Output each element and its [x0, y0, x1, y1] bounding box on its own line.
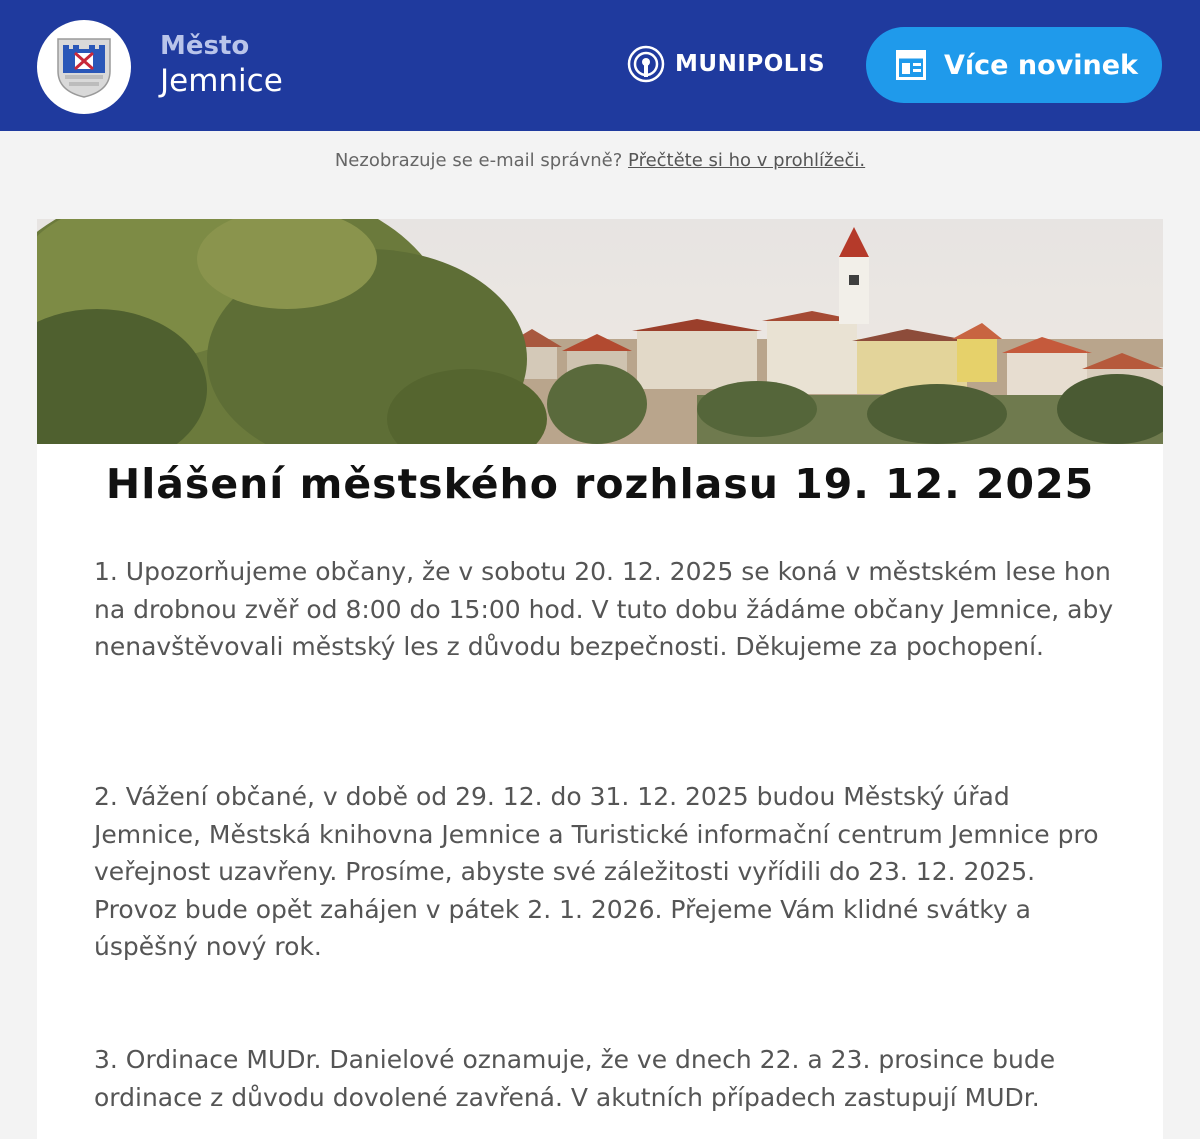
- view-in-browser-link[interactable]: Přečtěte si ho v prohlížeči.: [628, 150, 866, 171]
- view-in-browser-bar: [0, 150, 1200, 171]
- announcement-paragraph: 2. Vážení občané, v době od 29. 12. do 31. 12. 2025 budou Městský úřad Jemnice, Městská knihovna Jemnice a Turistické informační centrum Jemnice pro veřejnost uzavřeny. Prosíme, abyste své záležitosti vyřídili do 23. 12. 2025. Provoz bude opět zahájen v pátek 2. 1. 2026. Přejeme Vám klidné svátky a úspěšný nový rok.: [94, 782, 1099, 961]
- preheader-text: Nezobrazuje se e-mail správně?: [334, 150, 629, 171]
- broadcast-icon: [627, 45, 665, 83]
- more-news-label: Více novinek: [944, 49, 1138, 81]
- more-news-button[interactable]: [866, 27, 1162, 103]
- brand-name: [160, 30, 283, 100]
- munipolis-label: MUNIPOLIS: [675, 51, 826, 77]
- article-card: [37, 219, 1163, 1139]
- brand-line-1: Město: [160, 31, 250, 61]
- announcement-paragraph: 3. Ordinace MUDr. Danielové oznamuje, že ve dnech 22. a 23. prosince bude ordinace z důvodu dovolené zavřená. V akutních případech zastupují MUDr.: [94, 1045, 1056, 1112]
- city-logo[interactable]: [37, 20, 131, 114]
- brand-line-2: Jemnice: [160, 63, 283, 99]
- city-coat-of-arms-icon: [55, 35, 113, 99]
- hero-image: [37, 219, 1163, 444]
- munipolis-logo[interactable]: [627, 45, 825, 83]
- email-header: [0, 0, 1200, 131]
- newspaper-icon: [896, 50, 926, 80]
- announcement-paragraph: 1. Upozorňujeme občany, že v sobotu 20. 12. 2025 se koná v městském lese hon na drobnou zvěř od 8:00 do 15:00 hod. V tuto dobu žádáme občany Jemnice, aby nenavštěvovali městský les z důvodu bezpečnosti. Děkujeme za pochopení.: [94, 557, 1114, 661]
- article-title: Hlášení městského rozhlasu 19. 12. 2025: [105, 460, 1095, 508]
